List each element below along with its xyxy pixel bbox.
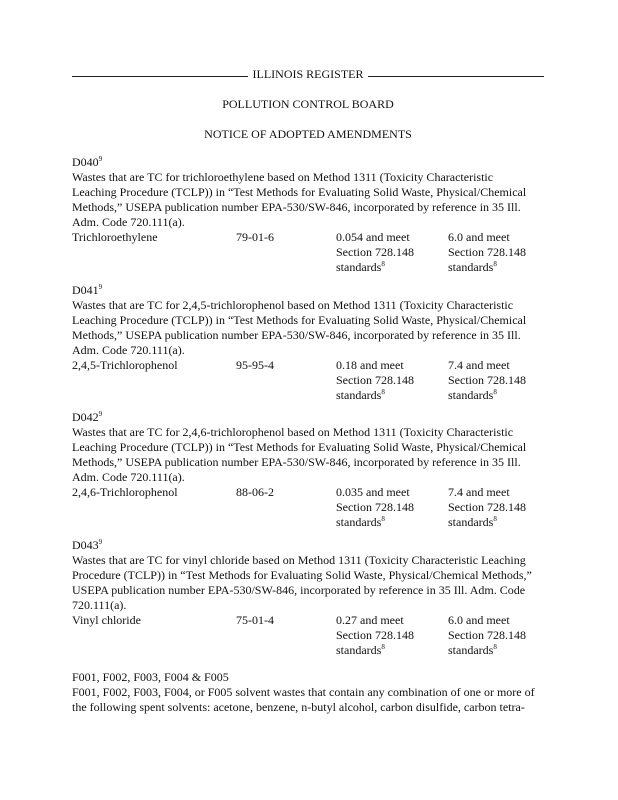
cas-number: 79-01-6 (236, 230, 274, 244)
waste-entry-d041 (72, 283, 544, 404)
constituent-name: 2,4,6-Trichlorophenol (72, 485, 178, 499)
wastewater-standard: 0.27 and meet Section 728.148 standards$^8$ (336, 613, 414, 657)
cas-number: 75-01-4 (236, 613, 274, 627)
nonwastewater-standard: 7.4 and meet Section 728.148 standards$^8$ (448, 358, 526, 402)
notice-heading: NOTICE OF ADOPTED AMENDMENTS (204, 127, 412, 141)
nonwastewater-standard: 7.4 and meet Section 728.148 standards$^8$ (448, 485, 526, 529)
waste-entry-d043 (72, 538, 544, 659)
solvent-description-line: F001, F002, F003, F004, or F005 solvent wastes that contain any combination of one or more of (72, 685, 535, 699)
constituent-row (72, 613, 544, 659)
cas-number: 88-06-2 (236, 485, 274, 499)
cas-number: 95-95-4 (236, 358, 274, 372)
agency-heading: POLLUTION CONTROL BOARD (222, 97, 394, 111)
wastewater-standard: 0.054 and meet Section 728.148 standards$^8$ (336, 230, 414, 274)
waste-description: Wastes that are TC for 2,4,6-trichlorophenol based on Method 1311 (Toxicity Characteristic Leaching Procedure (TCLP)) in “Test Methods for Evaluating Solid Waste, Physical/Chemical Methods,” USEPA publication number EPA-530/SW-846, incorporated by reference in 35 Ill. Adm. Code 720.111(a). (72, 425, 527, 484)
waste-entry-d040 (72, 155, 544, 276)
waste-code: $D043^9$ (72, 538, 103, 552)
waste-code: $D041^9$ (72, 283, 103, 297)
waste-code: $D040^9$ (72, 155, 103, 169)
waste-description: Wastes that are TC for trichloroethylene based on Method 1311 (Toxicity Characteristic Leaching Procedure (TCLP)) in “Test Methods for Evaluating Solid Waste, Physical/Chemical Methods,” USEPA publication number EPA-530/SW-846, incorporated by reference in 35 Ill. Adm. Code 720.111(a). (72, 170, 527, 229)
waste-description: Wastes that are TC for 2,4,5-trichlorophenol based on Method 1311 (Toxicity Characteristic Leaching Procedure (TCLP)) in “Test Methods for Evaluating Solid Waste, Physical/Chemical Methods,” USEPA publication number EPA-530/SW-846, incorporated by reference in 35 Ill. Adm. Code 720.111(a). (72, 298, 527, 357)
header-rule-right (368, 76, 544, 77)
constituent-row (72, 230, 544, 276)
waste-code: $D042^9$ (72, 410, 103, 424)
constituent-name: Trichloroethylene (72, 230, 158, 244)
solvent-description-line: the following spent solvents: acetone, benzene, n-butyl alcohol, carbon disulfide, carbon tetra- (72, 700, 525, 714)
solvent-heading: F001, F002, F003, F004 & F005 (72, 670, 229, 684)
waste-entry-d042 (72, 410, 544, 531)
constituent-name: Vinyl chloride (72, 613, 141, 627)
constituent-name: 2,4,5-Trichlorophenol (72, 358, 178, 372)
constituent-row (72, 358, 544, 404)
constituent-row (72, 485, 544, 531)
register-title: ILLINOIS REGISTER (252, 67, 364, 81)
wastewater-standard: 0.18 and meet Section 728.148 standards$^8$ (336, 358, 414, 402)
nonwastewater-standard: 6.0 and meet Section 728.148 standards$^8$ (448, 230, 526, 274)
solvent-waste-entry (72, 670, 544, 715)
wastewater-standard: 0.035 and meet Section 728.148 standards$^8$ (336, 485, 414, 529)
nonwastewater-standard: 6.0 and meet Section 728.148 standards$^8$ (448, 613, 526, 657)
waste-description: Wastes that are TC for vinyl chloride based on Method 1311 (Toxicity Characteristic Leaching Procedure (TCLP)) in “Test Methods for Evaluating Solid Waste, Physical/Chemical Methods,” USEPA publication number EPA-530/SW-846, incorporated by reference in 35 Ill. Adm. Code 720.111(a). (72, 553, 532, 612)
